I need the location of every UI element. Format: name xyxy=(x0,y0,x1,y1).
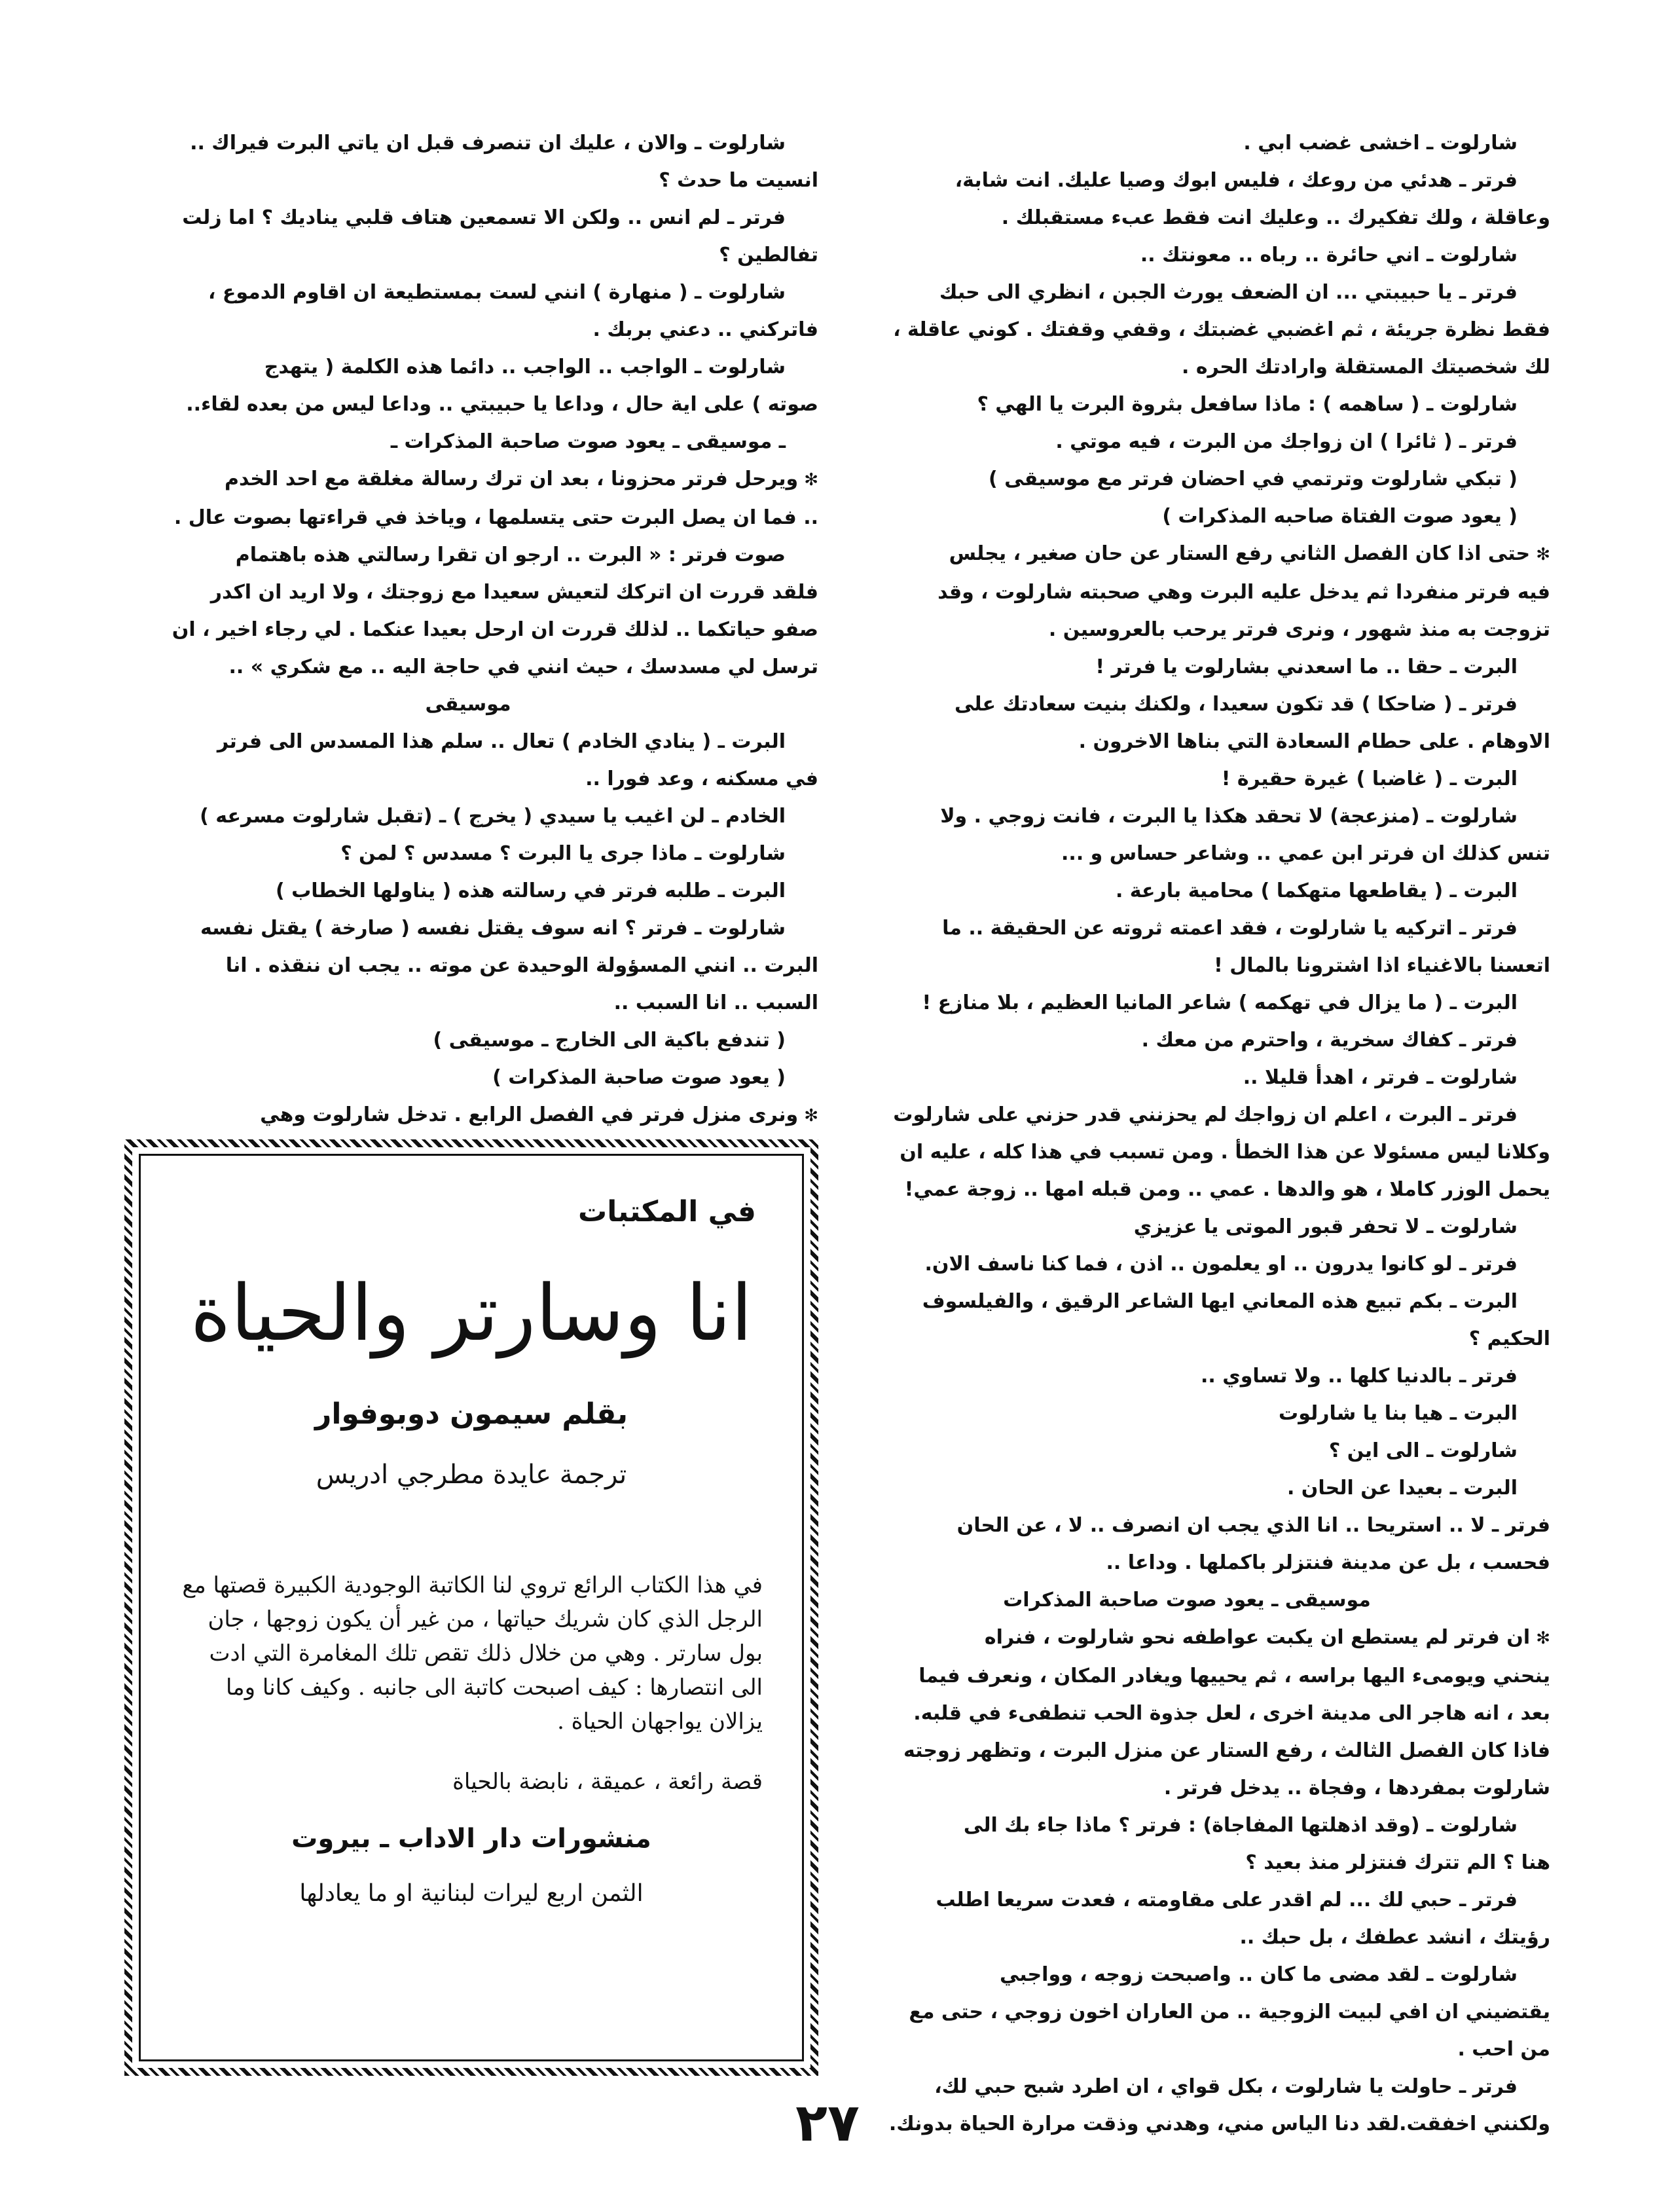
text-line: ولكنني اخفقت.لقد دنا الياس مني، وهدني وذقت مرارة الحياة بدونك. xyxy=(888,2112,1550,2135)
text-line: الاوهام . على حطام السعادة التي بناها الاخرون . xyxy=(1078,730,1550,753)
text-line: فرتر ـ يا حبيبتي ... ان الضعف يورث الجبن ، انظري الى حبك xyxy=(939,281,1518,304)
text-line: يقتضيني ان افي لبيت الزوجية .. من العاران اخون زوجي ، حتى مع xyxy=(909,2000,1550,2023)
text-line: شارلوت ـ والان ، عليك ان تنصرف قبل ان ياتي البرت فيراك .. xyxy=(190,132,786,155)
text-line: السبب .. انا السبب .. xyxy=(613,991,818,1014)
book-tagline: قصة رائعة ، عميقة ، نابضة بالحياة xyxy=(452,1769,763,1795)
text-line: شارلوت ـ ( ساهمه ) : ماذا سافعل بثروة البرت يا الهي ؟ xyxy=(977,393,1518,416)
text-line: فاذا كان الفصل الثالث ، رفع الستار عن منزل البرت ، وتظهر زوجته xyxy=(903,1739,1550,1762)
text-line: ( تندفع باكية الى الخارج ـ موسيقى ) xyxy=(433,1029,786,1052)
book-author: بقلم سيمون دوبوفوار xyxy=(314,1397,628,1431)
text-line: فرتر ـ لا .. استريحا .. انا الذي يجب ان انصرف .. لا ، عن الحان xyxy=(956,1514,1550,1537)
text-line: شارلوت ـ اخشى غضب ابي . xyxy=(1243,132,1518,155)
text-line: تنس كذلك ان فرتر ابن عمي .. وشاعر حساس و ... xyxy=(1061,842,1550,865)
text-line: فرتر ـ البرت ، اعلم ان زواجك لم يحزنني قدر حزني على شارلوت xyxy=(893,1103,1518,1126)
text-line: فاتركني .. دعني بربك . xyxy=(592,318,818,341)
text-line: فرتر ـ بالدنيا كلها .. ولا تساوي .. xyxy=(1200,1365,1518,1388)
text-line: البرت ـ ( غاضبا ) غيرة حقيرة ! xyxy=(1221,767,1518,790)
text-line: لك شخصيتك المستقلة وارادتك الحره . xyxy=(1181,356,1550,378)
text-line: شارلوت ـ فرتر ، اهدأ قليلا .. xyxy=(1243,1066,1518,1089)
text-line: هنا ؟ الم تترك فنتزلر منذ بعيد ؟ xyxy=(1245,1851,1550,1874)
text-line: ـ موسيقى ـ يعود صوت صاحبة المذكرات ـ xyxy=(390,430,786,453)
text-line: فرتر ـ كفاك سخرية ، واحترم من معك . xyxy=(1141,1029,1518,1052)
text-line: شارلوت ـ ( منهارة ) انني لست بمستطيعة ان اقاوم الدموع ، xyxy=(208,281,786,304)
text-line: فرتر ـ هدئي من روعك ، فليس ابوك وصيا عليك. انت شابة، xyxy=(955,169,1518,192)
text-line: فرتر ـ حبي لك ... لم اقدر على مقاومته ، فعدت سريعا اطلب xyxy=(936,1889,1518,1911)
article-column-left xyxy=(118,124,818,1135)
text-line: فلقد قررت ان اتركك لتعيش سعيدا مع زوجتك ، ولا اريد ان اكدر xyxy=(210,581,818,604)
text-line: البرت ـ ( ينادي الخادم ) تعال .. سلم هذا المسدس الى فرتر xyxy=(217,730,786,753)
text-line: فحسب ، بل عن مدينة فنتزلر باكملها . وداعا .. xyxy=(1106,1551,1550,1574)
text-line: الخادم ـ لن اغيب يا سيدي ( يخرج ) ـ (تقبل شارلوت مسرعه ) xyxy=(200,805,786,828)
text-line: البرت ـ هيا بنا يا شارلوت xyxy=(1279,1402,1518,1425)
text-line: البرت ـ بعيدا عن الحان . xyxy=(1286,1477,1518,1500)
book-translator: ترجمة عايدة مطرجي ادريس xyxy=(316,1460,627,1490)
text-line: فرتر ـ لم انس .. ولكن الا تسمعين هتاف قلبي يناديك ؟ اما زلت xyxy=(182,206,786,229)
text-line: رؤيتك ، انشد عطفك ، بل حبك .. xyxy=(1239,1926,1550,1949)
page-number: ٢٧ xyxy=(795,2092,860,2153)
text-line: فرتر ـ لو كانوا يدرون .. او يعلمون .. اذن ، فما كنا ناسف الان. xyxy=(924,1253,1518,1276)
text-line: صوت فرتر : « البرت .. ارجو ان تقرا رسالتي هذه باهتمام xyxy=(235,544,786,566)
text-line: انسيت ما حدث ؟ xyxy=(659,169,818,192)
text-line: شارلوت ـ الواجب .. الواجب .. دائما هذه الكلمة ( يتهدج xyxy=(264,356,786,378)
text-line: فرتر ـ ( ضاحكا ) قد تكون سعيدا ، ولكنك بنيت سعادتك على xyxy=(954,693,1518,716)
text-line: ( تبكي شارلوت وترتمي في احضان فرتر مع موسيقى ) xyxy=(989,468,1518,490)
text-line: ✻ ان فرتر لم يستطع ان يكبت عواطفه نحو شارلوت ، فنراه xyxy=(824,1619,1550,1657)
text-line: البرت ـ حقا .. ما اسعدني بشارلوت يا فرتر ! xyxy=(1095,655,1518,678)
text-line: البرت ـ ( يقاطعها متهكما ) محامية بارعة . xyxy=(1115,879,1518,902)
text-line: ( يعود صوت الفتاة صاحبه المذكرات ) xyxy=(1162,505,1518,528)
text-line: ( يعود صوت صاحبة المذكرات ) xyxy=(492,1066,786,1089)
text-line: ينحني ويومىء اليها براسه ، ثم يحييها ويغادر المكان ، ونعرف فيما xyxy=(918,1665,1550,1687)
text-line: شارلوت ـ لقد مضى ما كان .. واصبحت زوجه ، وواجبي xyxy=(999,1963,1518,1986)
text-line: شارلوت ـ ماذا جرى يا البرت ؟ مسدس ؟ لمن ؟ xyxy=(340,842,786,865)
text-line: فيه فرتر منفردا ثم يدخل عليه البرت وهي صحبته شارلوت ، وقد xyxy=(937,581,1550,604)
text-line: شارلوت بمفردها ، وفجاة .. يدخل فرتر . xyxy=(1163,1777,1550,1799)
text-line: شارلوت ـ فرتر ؟ انه سوف يقتل نفسه ( صارخة ) يقتل نفسه xyxy=(200,917,786,940)
text-line: شارلوت ـ اني حائرة .. رباه .. معونتك .. xyxy=(1140,244,1518,267)
text-line: يحمل الوزر كاملا ، هو والدها . عمي .. ومن قبله امها .. زوجة عمي! xyxy=(904,1178,1550,1201)
text-line: في مسكنه ، وعد فورا .. xyxy=(585,767,818,790)
text-line: وعاقلة ، ولك تفكيرك .. وعليك انت فقط عبء مستقبلك . xyxy=(1001,206,1550,229)
text-line: البرت ـ طلبه فرتر في رسالته هذه ( يناولها الخطاب ) xyxy=(275,879,786,902)
text-line: موسيقى xyxy=(425,693,511,716)
book-price: الثمن اربع ليرات لبنانية او ما يعادلها xyxy=(299,1880,644,1907)
text-line: بعد ، انه هاجر الى مدينة اخرى ، لعل جذوة الحب تنطفىء في قلبه. xyxy=(913,1702,1550,1725)
article-column-right xyxy=(824,124,1550,2143)
text-line: فرتر ـ اتركيه يا شارلوت ، فقد اعمته ثروته عن الحقيقة .. ما xyxy=(942,917,1518,940)
text-line: تفالطين ؟ xyxy=(719,244,818,267)
text-line: فرتر ـ حاولت يا شارلوت ، بكل قواي ، ان اطرد شبح حبي لك، xyxy=(934,2075,1518,2098)
advertisement-heading: في المكتبات xyxy=(578,1195,756,1228)
text-line: شارلوت ـ لا تحفر قبور الموتى يا عزيزي xyxy=(1133,1215,1518,1238)
text-line: البرت .. انني المسؤولة الوحيدة عن موته .. يجب ان ننقذه . انا xyxy=(225,954,818,977)
book-advertisement xyxy=(124,1139,818,2076)
text-line: البرت ـ ( ما يزال في تهكمه ) شاعر المانيا العظيم ، بلا منازع ! xyxy=(922,991,1518,1014)
text-line: شارلوت ـ (وقد اذهلتها المفاجاة) : فرتر ؟ ماذا جاء بك الى xyxy=(963,1814,1518,1837)
text-line: موسيقى ـ يعود صوت صاحبة المذكرات xyxy=(1003,1589,1371,1612)
book-description: في هذا الكتاب الرائع تروي لنا الكاتبة الوجودية الكبيرة قصتها مع الرجل الذي كان شريك حياتها ، من غير أن يكون زوجها ، جان بول سارتر . وهي من خلال ذلك تقص تلك المغامرة التي ادت الى انتصارها : كيف اصبحت كاتبة الى جانبه . وكيف كانا وما يزالان يواجهان الحياة . xyxy=(182,1572,763,1735)
text-line: ✻ حتى اذا كان الفصل الثاني رفع الستار عن حان صغير ، يجلس xyxy=(824,535,1550,574)
text-line: البرت ـ بكم تبيع هذه المعاني ايها الشاعر الرقيق ، والفيلسوف xyxy=(922,1290,1518,1313)
text-line: ✻ ويرحل فرتر محزونا ، بعد ان ترك رسالة مغلقة مع احد الخدم xyxy=(118,460,818,499)
text-line: فرتر ـ ( ثائرا ) ان زواجك من البرت ، فيه موتي . xyxy=(1055,430,1518,453)
advertisement-inner-frame xyxy=(139,1154,804,2061)
book-publisher: منشورات دار الاداب ـ بيروت xyxy=(291,1824,651,1854)
text-line: شارلوت ـ الى اين ؟ xyxy=(1328,1439,1518,1462)
text-line: صوته ) على اية حال ، وداعا يا حبيبتي .. وداعا ليس من بعده لقاء.. xyxy=(186,393,818,416)
text-line: من احب . xyxy=(1457,2038,1550,2061)
text-line: صفو حياتكما .. لذلك قررت ان ارحل بعيدا عنكما . لي رجاء اخير ، ان xyxy=(172,618,818,641)
text-line: ترسل لي مسدسك ، حيث انني في حاجة اليه .. مع شكري » .. xyxy=(228,655,818,678)
text-line: الحكيم ؟ xyxy=(1468,1327,1550,1350)
text-line: فقط نظرة جريئة ، ثم اغضبي غضبتك ، وقفي وقفتك . كوني عاقلة ، xyxy=(893,318,1550,341)
text-line: .. فما ان يصل البرت حتى يتسلمها ، وياخذ في قراءتها بصوت عال . xyxy=(173,506,818,529)
text-line: ✻ ونرى منزل فرتر في الفصل الرابع . تدخل شارلوت وهي xyxy=(118,1096,818,1135)
text-line: تزوجت به منذ شهور ، ونرى فرتر يرحب بالعروسين . xyxy=(1048,618,1550,641)
text-line: اتعسنا بالاغنياء اذا اشترونا بالمال ! xyxy=(1214,954,1550,977)
text-line: شارلوت ـ (منزعجة) لا تحقد هكذا يا البرت ، فانت زوجي . ولا xyxy=(940,805,1518,828)
text-line: وكلانا ليس مسئولا عن هذا الخطأ . ومن تسبب في هذا كله ، عليه ان xyxy=(900,1141,1550,1164)
book-title: انا وسارتر والحياة xyxy=(190,1268,753,1358)
